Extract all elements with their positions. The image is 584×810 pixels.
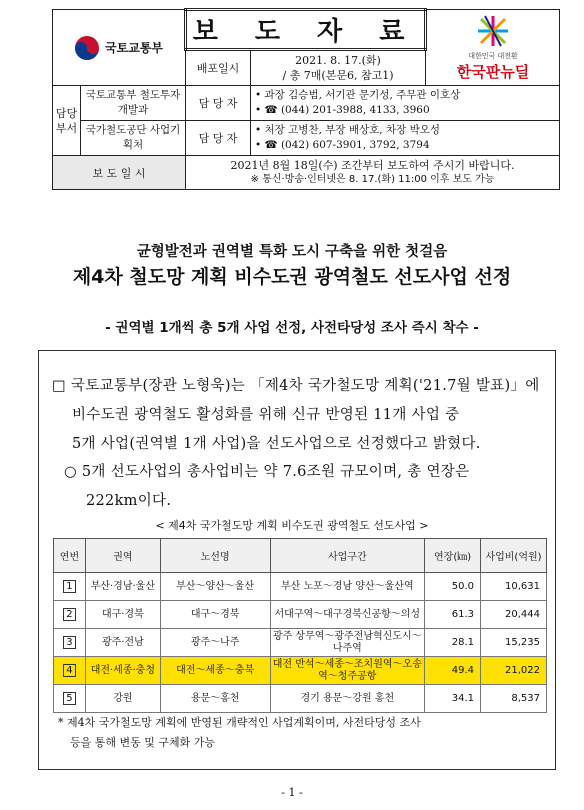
section-cell: 부산 노포～경남 양산～울산역 xyxy=(270,573,425,601)
paragraph-2: ○ 5개 선도사업의 총사업비는 약 7.6조원 규모이며, 총 연장은 222km이다. xyxy=(64,464,470,509)
table-row xyxy=(54,685,547,713)
length-cell: 34.1 xyxy=(425,685,481,713)
length-cell: 61.3 xyxy=(425,601,481,629)
table-header-row xyxy=(54,539,547,573)
cost-cell: 21,022 xyxy=(481,657,547,685)
table-row xyxy=(54,601,547,629)
col-header-region: 권역 xyxy=(85,539,160,573)
new-deal-emblem-icon xyxy=(473,14,513,48)
page-number: - 1 - xyxy=(281,786,303,799)
cost-cell: 10,631 xyxy=(481,573,547,601)
table-row-highlighted xyxy=(54,657,547,685)
row-number: 5 xyxy=(63,692,76,705)
region-cell: 광주·전남 xyxy=(85,629,160,657)
table-footnote: * 제4차 국가철도망 계획에 반영된 개략적인 사업계획이며, 사전타당성 조사 등을 통해 변동 및 구체화 가능 xyxy=(58,716,421,749)
section-cell: 대전 반석～세종～조치원역～오송역～청주공항 xyxy=(270,657,425,685)
col-header-route: 노선명 xyxy=(160,539,270,573)
row-number: 3 xyxy=(63,636,76,649)
dept2-name: 국가철도공단 사업기획처 xyxy=(81,121,186,156)
dept-label: 담당 부서 xyxy=(53,86,81,156)
distribution-value: 2021. 8. 17.(화) / 총 7매(본문6, 참고1) xyxy=(251,50,426,86)
ministry-logo: 국토교통부 xyxy=(53,10,186,86)
paragraph-1: □ 국토교통부(장관 노형욱)는 「제4차 국가철도망 계획('21.7월 발표)」에 비수도권 광역철도 활성화를 위해 신규 반영된 11개 사업 중 5개 사업(권역별 1개 사업)을 선도사업으로 선정했다고 밝혔다. xyxy=(52,378,540,452)
headline-sub: 균형발전과 권역별 특화 도시 구축을 위한 첫걸음 xyxy=(136,244,448,260)
route-cell: 대구～경북 xyxy=(160,601,270,629)
col-header-cost: 사업비(억원) xyxy=(481,539,547,573)
cost-cell: 20,444 xyxy=(481,601,547,629)
section-cell: 경기 용문～강원 홍천 xyxy=(270,685,425,713)
headline-main: 제4차 철도망 계획 비수도권 광역철도 선도사업 선정 xyxy=(72,266,512,288)
header-table xyxy=(52,8,560,190)
headline-tag: - 권역별 1개씩 총 5개 사업 선정, 사전타당성 조사 즉시 착수 - xyxy=(105,320,479,336)
row-number: 4 xyxy=(63,664,76,677)
report-date-label: 보 도 일 시 xyxy=(53,156,186,190)
project-table xyxy=(53,538,547,713)
new-deal-logo: 대한민국 대전환 한국판뉴딜 xyxy=(426,10,560,86)
contact-label-1: 담 당 자 xyxy=(186,86,251,121)
cost-cell: 8,537 xyxy=(481,685,547,713)
cost-cell: 15,235 xyxy=(481,629,547,657)
region-cell: 강원 xyxy=(85,685,160,713)
region-cell: 대구·경북 xyxy=(85,601,160,629)
route-cell: 용문～홍천 xyxy=(160,685,270,713)
press-release-title: 보 도 자 료 xyxy=(186,10,426,50)
route-cell: 부산～양산～울산 xyxy=(160,573,270,601)
length-cell: 28.1 xyxy=(425,629,481,657)
col-header-no: 연번 xyxy=(54,539,86,573)
col-header-section: 사업구간 xyxy=(270,539,425,573)
region-cell: 대전·세종·충청 xyxy=(85,657,160,685)
length-cell: 50.0 xyxy=(425,573,481,601)
dept2-contacts: • 처장 고병찬, 부장 배상호, 차장 박오성 • ☎ (042) 607-3901, 3792, 3794 xyxy=(251,121,560,156)
row-number: 1 xyxy=(63,580,76,593)
row-number: 2 xyxy=(63,608,76,621)
section-cell: 광주 상무역～광주전남혁신도시～나주역 xyxy=(270,629,425,657)
table-caption: < 제4차 국가철도망 계획 비수도권 광역철도 선도사업 > xyxy=(155,519,429,532)
contact-label-2: 담 당 자 xyxy=(186,121,251,156)
region-cell: 부산·경남·울산 xyxy=(85,573,160,601)
dept1-name: 국토교통부 철도투자개발과 xyxy=(81,86,186,121)
col-header-length: 연장(㎞) xyxy=(425,539,481,573)
route-cell: 대전～세종～충북 xyxy=(160,657,270,685)
taegeuk-icon xyxy=(74,35,100,61)
table-row xyxy=(54,629,547,657)
table-row xyxy=(54,573,547,601)
route-cell: 광주～나주 xyxy=(160,629,270,657)
length-cell: 49.4 xyxy=(425,657,481,685)
section-cell: 서대구역～대구경북신공항～의성 xyxy=(270,601,425,629)
report-date-value: 2021년 8월 18일(수) 조간부터 보도하여 주시기 바랍니다. ※ 통신·방송·인터넷은 8. 17.(화) 11:00 이후 보도 가능 xyxy=(186,156,560,190)
dept1-contacts: • 과장 김승범, 서기관 문기성, 주무관 이호상 • ☎ (044) 201-3988, 4133, 3960 xyxy=(251,86,560,121)
distribution-label: 배포일시 xyxy=(186,50,251,86)
